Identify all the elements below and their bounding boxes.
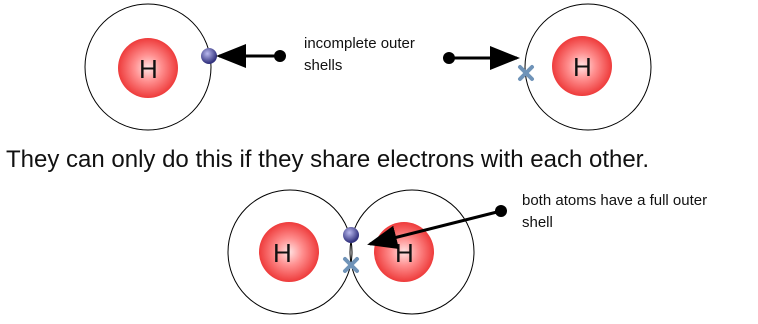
left-nucleus-symbol: H <box>139 54 158 84</box>
left-hydrogen-atom <box>85 4 217 130</box>
arrow-to-left-electron <box>219 50 286 62</box>
full-shell-label-line2: shell <box>522 214 553 231</box>
left-electron-dot <box>201 48 217 64</box>
molecule-left-symbol: H <box>273 238 292 268</box>
right-hydrogen-atom <box>520 4 651 130</box>
explanation-sentence: They can only do this if they share electrons with each other. <box>6 146 650 173</box>
hydrogen-molecule <box>228 190 474 314</box>
incomplete-label-line1: incomplete outer <box>304 35 415 52</box>
molecule-right-symbol: H <box>395 238 414 268</box>
arrow-to-right-electron <box>443 52 517 64</box>
arrow-to-shared-electrons <box>370 205 507 244</box>
right-nucleus-symbol: H <box>573 52 592 82</box>
full-shell-label-line1: both atoms have a full outer <box>522 192 708 209</box>
shared-electron-dot <box>343 227 359 243</box>
incomplete-label-line2: shells <box>304 57 343 74</box>
